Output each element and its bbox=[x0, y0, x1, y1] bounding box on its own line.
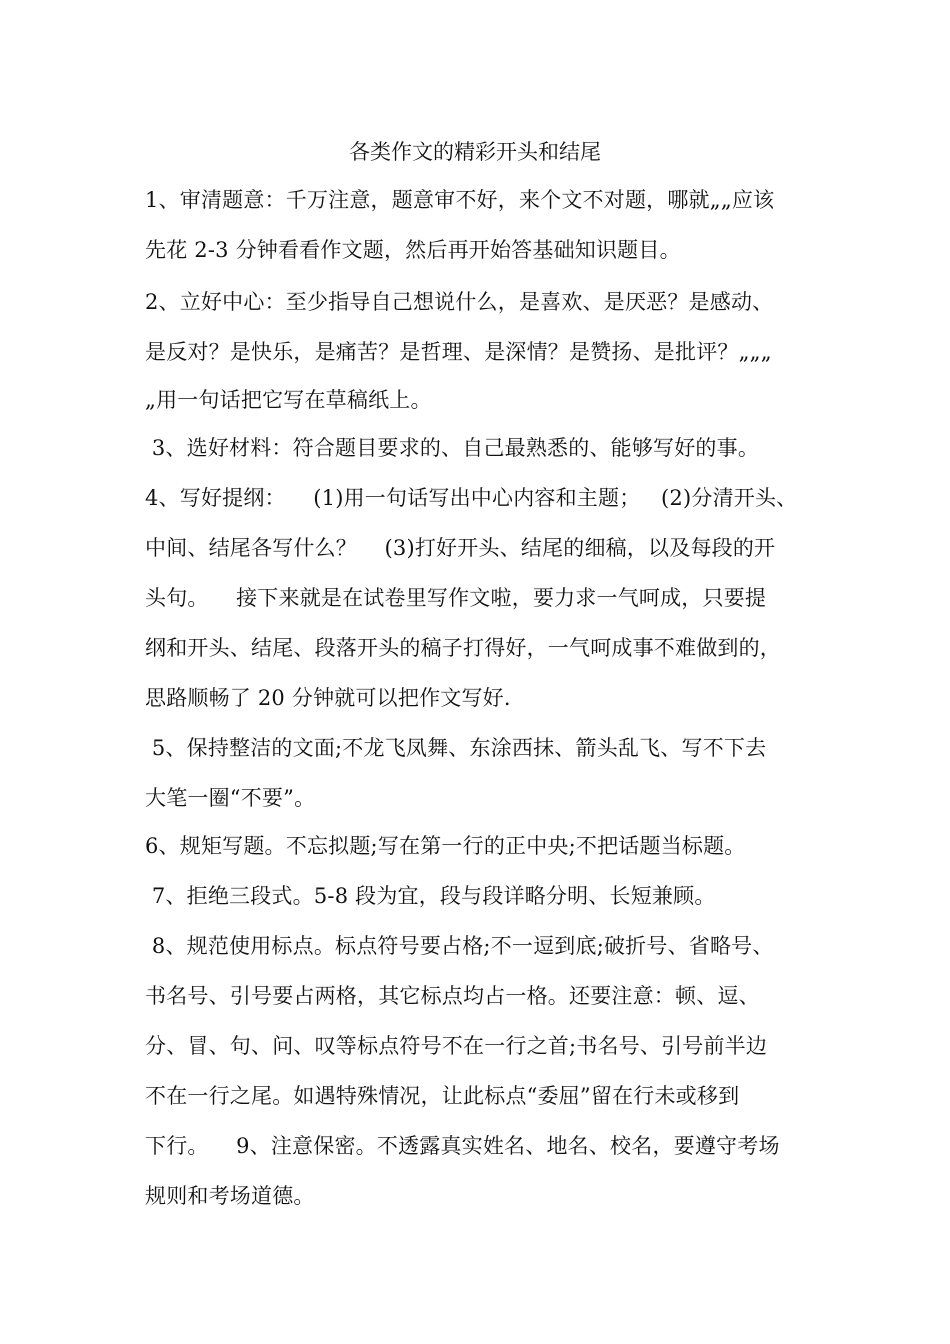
text-line: 6、规矩写题。不忘拟题;写在第一行的正中央;不把话题当标题。 bbox=[145, 834, 746, 858]
text-line: 是反对？是快乐，是痛苦？是哲理、是深情？是赞扬、是批评？„„„ bbox=[145, 340, 772, 364]
text-line: 纲和开头、结尾、段落开头的稿子打得好，一气呵成事不难做到的， bbox=[145, 636, 781, 660]
text-line: 1、审清题意：千万注意，题意审不好，来个文不对题，哪就„„应该 bbox=[145, 188, 775, 212]
text-line: 3、选好材料：符合题目要求的、自己最熟悉的、能够写好的事。 bbox=[145, 436, 760, 460]
text-line: 5、保持整洁的文面;不龙飞凤舞、东涂西抹、箭头乱飞、写不下去 bbox=[145, 736, 767, 760]
text-line: 先花 2-3 分钟看看作文题，然后再开始答基础知识题目。 bbox=[145, 238, 681, 262]
text-line: 分、冒、句、问、叹等标点符号不在一行之首;书名号、引号前半边 bbox=[145, 1034, 768, 1058]
text-line: 思路顺畅了 20 分钟就可以把作文写好. bbox=[145, 686, 511, 710]
text-line: 8、规范使用标点。标点符号要占格;不一逗到底;破折号、省略号、 bbox=[145, 934, 774, 958]
text-line: 规则和考场道德。 bbox=[145, 1184, 315, 1208]
text-line: „用一句话把它写在草稿纸上。 bbox=[145, 388, 432, 412]
text-line: 不在一行之尾。如遇特殊情况，让此标点“委屈”留在行未或移到 bbox=[145, 1084, 740, 1108]
text-line: 大笔一圈“不要”。 bbox=[145, 786, 316, 810]
text-line: 下行。 9、注意保密。不透露真实姓名、地名、校名，要遵守考场 bbox=[145, 1134, 780, 1158]
text-line: 2、立好中心：至少指导自己想说什么，是喜欢、是厌恶？是感动、 bbox=[145, 290, 774, 314]
text-line: 4、写好提纲： (1)用一句话写出中心内容和主题； (2)分清开头、 bbox=[145, 486, 798, 510]
document-title: 各类作文的精彩开头和结尾 bbox=[349, 140, 601, 164]
text-line: 头句。 接下来就是在试卷里写作文啦，要力求一气呵成，只要提 bbox=[145, 586, 767, 610]
text-line: 中间、结尾各写什么？ (3)打好开头、结尾的细稿，以及每段的开 bbox=[145, 536, 776, 560]
text-line: 7、拒绝三段式。5-8 段为宜，段与段详略分明、长短兼顾。 bbox=[145, 884, 716, 908]
text-line: 书名号、引号要占两格，其它标点均占一格。还要注意：顿、逗、 bbox=[145, 984, 760, 1008]
